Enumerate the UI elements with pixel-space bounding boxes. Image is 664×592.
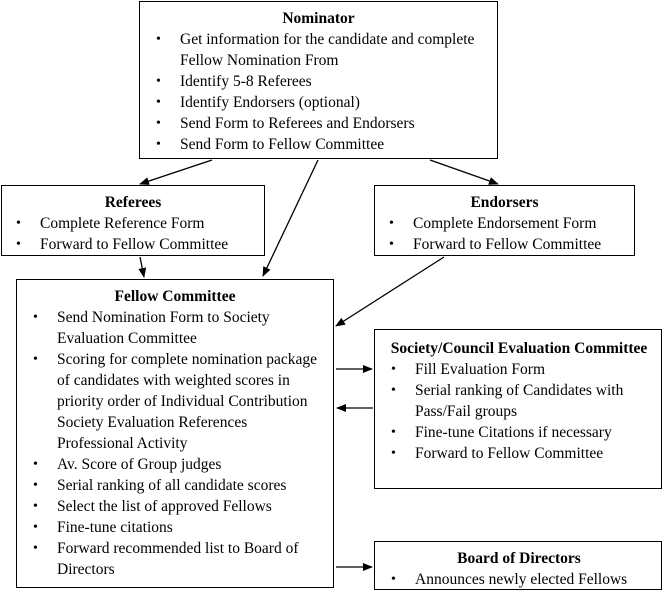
arrow-endorsers-to-fellow-committee bbox=[336, 257, 444, 326]
fellow-committee-list bbox=[57, 307, 327, 580]
board-title: Board of Directors bbox=[457, 550, 581, 567]
list-item: • Send Form to Referees and Endorsers bbox=[180, 113, 491, 134]
list-item: • Announces newly elected Fellows bbox=[415, 569, 657, 590]
list-item: • Fill Evaluation Form bbox=[415, 359, 657, 380]
nominator-box bbox=[139, 1, 498, 159]
evaluation-committee-title: Society/Council Evaluation Committee bbox=[390, 340, 648, 357]
arrow-referees-to-fellow-committee bbox=[140, 257, 144, 277]
list-item: • Identify Endorsers (optional) bbox=[180, 92, 491, 113]
list-item: • Get information for the candidate and complete Fellow Nomination From bbox=[180, 29, 491, 71]
board-list bbox=[415, 569, 657, 590]
endorsers-title: Endorsers bbox=[470, 194, 539, 211]
list-item: • Forward to Fellow Committee bbox=[40, 234, 260, 255]
list-item: • Serial ranking of all candidate scores bbox=[57, 475, 327, 496]
list-item: • Forward recommended list to Board of Directors bbox=[57, 538, 327, 580]
referees-box bbox=[1, 185, 265, 256]
board-box bbox=[374, 541, 662, 590]
fellow-committee-box bbox=[16, 279, 334, 588]
list-item: • Complete Endorsement Form bbox=[413, 213, 630, 234]
arrow-nominator-to-fellow-committee bbox=[263, 160, 318, 276]
referees-list bbox=[40, 213, 260, 255]
list-item: • Fine-tune Citations if necessary bbox=[415, 422, 657, 443]
list-item: • Send Form to Fellow Committee bbox=[180, 134, 491, 155]
list-item: • Serial ranking of Candidates with Pass/Fail groups bbox=[415, 380, 657, 422]
endorsers-list bbox=[413, 213, 630, 255]
nominator-list bbox=[180, 29, 491, 155]
list-item: • Send Nomination Form to Society Evaluation Committee bbox=[57, 307, 327, 349]
fellow-committee-title: Fellow Committee bbox=[114, 288, 236, 305]
arrow-nominator-to-referees bbox=[140, 160, 212, 184]
evaluation-committee-box bbox=[374, 329, 662, 489]
list-item: • Forward to Fellow Committee bbox=[415, 443, 657, 464]
list-item: • Fine-tune citations bbox=[57, 517, 327, 538]
endorsers-box bbox=[374, 185, 635, 256]
list-item: • Identify 5-8 Referees bbox=[180, 71, 491, 92]
nominator-title: Nominator bbox=[282, 10, 355, 27]
referees-title: Referees bbox=[104, 194, 162, 211]
list-item: • Select the list of approved Fellows bbox=[57, 496, 327, 517]
arrow-nominator-to-endorsers bbox=[430, 160, 498, 184]
evaluation-committee-list bbox=[415, 359, 657, 464]
list-item: • Scoring for complete nomination package of candidates with weighted scores in priority order of Individual Contribution Society Evaluation References Professional Activity bbox=[57, 349, 327, 454]
list-item: • Forward to Fellow Committee bbox=[413, 234, 630, 255]
list-item: • Av. Score of Group judges bbox=[57, 454, 327, 475]
list-item: • Complete Reference Form bbox=[40, 213, 260, 234]
